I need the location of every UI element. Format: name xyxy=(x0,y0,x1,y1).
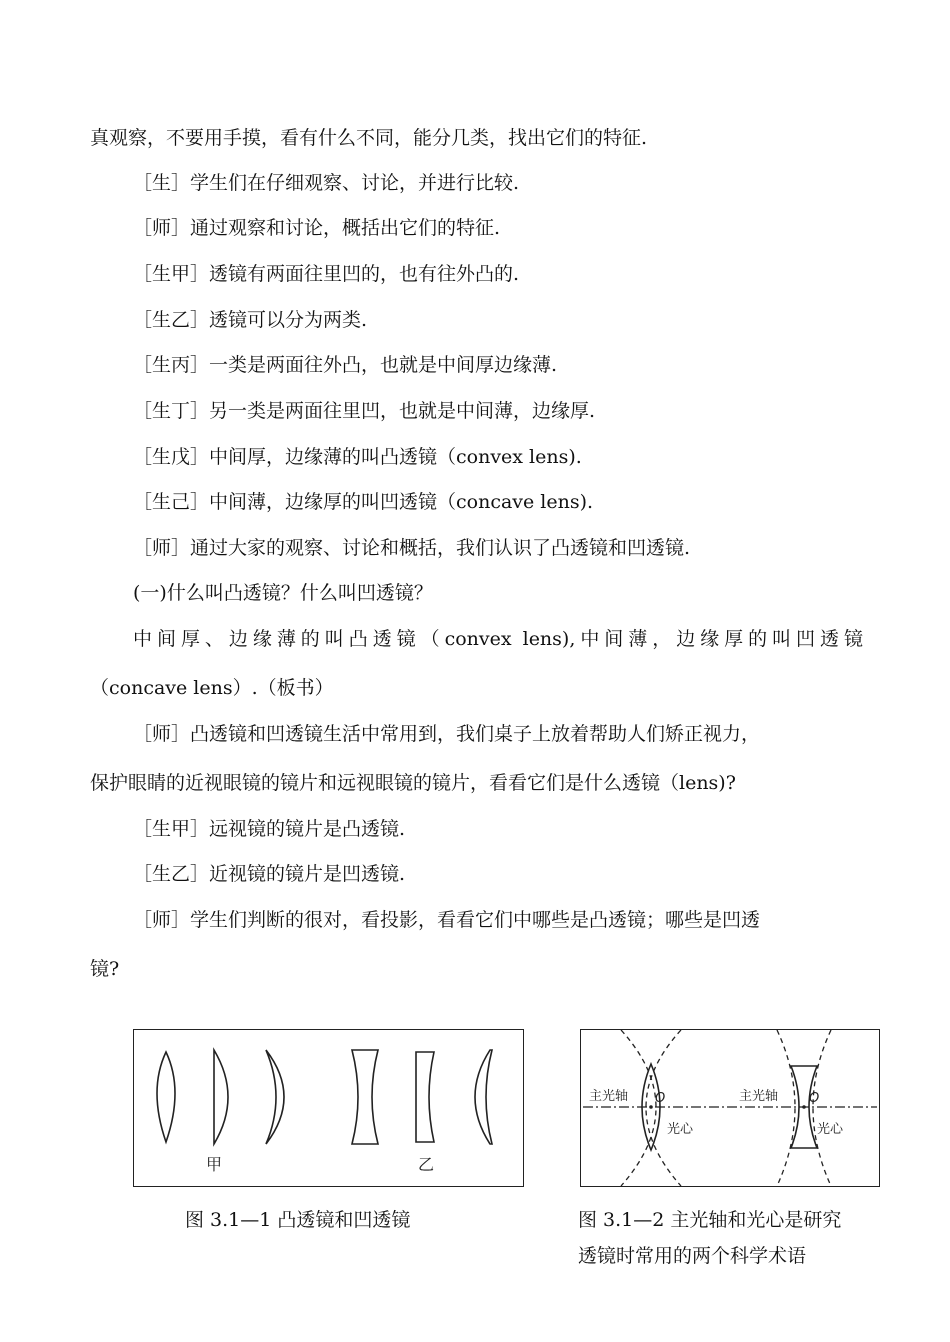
axis-label-right: 主光轴 xyxy=(739,1089,779,1104)
paragraph-line-9: ［生己］中间薄，边缘厚的叫凹透镜（concave lens). xyxy=(133,491,594,513)
axis-label-left: 主光轴 xyxy=(589,1089,629,1104)
paragraph-line-18: ［师］学生们判断的很对，看投影，看看它们中哪些是凸透镜；哪些是凹透 xyxy=(133,909,761,931)
paragraph-line-14: ［师］凸透镜和凹透镜生活中常用到，我们桌子上放着帮助人们矫正视力， xyxy=(133,723,761,745)
plano-concave-lens-shape xyxy=(416,1052,434,1142)
paragraph-line-5: ［生乙］透镜可以分为两类. xyxy=(133,309,368,331)
figure-lens-types xyxy=(133,1029,524,1187)
optical-center-label-right: 光心 xyxy=(817,1122,844,1137)
right-optical-center-dot xyxy=(802,1105,806,1109)
paragraph-line-6: ［生丙］一类是两面往外凸，也就是中间厚边缘薄. xyxy=(133,354,558,376)
figure-principal-axis xyxy=(580,1029,880,1187)
convex-meniscus-lens-shape xyxy=(266,1050,284,1144)
paragraph-line-15: 保护眼睛的近视眼镜的镜片和远视眼镜的镜片，看看它们是什么透镜（lens)? xyxy=(90,772,736,794)
plano-convex-lens-shape xyxy=(214,1050,228,1144)
figure-lens-types-caption: 图 3.1—1 凸透镜和凹透镜 xyxy=(185,1209,411,1231)
paragraph-line-16: ［生甲］远视镜的镜片是凸透镜. xyxy=(133,818,406,840)
figure-principal-axis-caption-line-1: 图 3.1—2 主光轴和光心是研究 xyxy=(578,1209,842,1231)
paragraph-line-10: ［师］通过大家的观察、讨论和概括，我们认识了凸透镜和凹透镜. xyxy=(133,537,691,559)
paragraph-line-2: ［生］学生们在仔细观察、讨论，并进行比较. xyxy=(133,172,520,194)
figure-principal-axis-caption-line-2: 透镜时常用的两个科学术语 xyxy=(578,1245,807,1267)
principal-axis-drawing xyxy=(581,1030,879,1186)
paragraph-line-13: （concave lens）.（板书） xyxy=(90,677,334,699)
paragraph-line-17: ［生乙］近视镜的镜片是凹透镜. xyxy=(133,863,406,885)
label-convex-group: 甲 xyxy=(206,1155,223,1174)
biconvex-lens-shape xyxy=(157,1052,175,1142)
left-optical-center-dot xyxy=(649,1105,653,1109)
paragraph-line-12: 中间厚、边缘薄的叫凸透镜（convex lens),中间薄，边缘厚的叫凹透镜 xyxy=(133,628,863,650)
paragraph-line-1: 真观察，不要用手摸，看有什么不同，能分几类，找出它们的特征. xyxy=(90,127,648,149)
lens-types-drawing xyxy=(134,1030,523,1186)
paragraph-line-4: ［生甲］透镜有两面往里凹的，也有往外凸的. xyxy=(133,263,520,285)
label-concave-group: 乙 xyxy=(418,1155,435,1174)
paragraph-line-3: ［师］通过观察和讨论，概括出它们的特征. xyxy=(133,217,501,239)
center-label-left: O xyxy=(655,1091,666,1106)
right-lens-sphere-arc-2 xyxy=(813,1030,831,1186)
right-lens-sphere-arc-1 xyxy=(777,1030,795,1186)
concave-meniscus-lens-shape xyxy=(475,1050,492,1144)
biconcave-lens-shape xyxy=(352,1050,378,1144)
paragraph-line-11: (一)什么叫凸透镜？什么叫凹透镜？ xyxy=(133,582,433,604)
optical-center-label-left: 光心 xyxy=(667,1122,694,1137)
paragraph-line-19: 镜? xyxy=(90,958,120,980)
paragraph-line-7: ［生丁］另一类是两面往里凹，也就是中间薄，边缘厚. xyxy=(133,400,596,422)
paragraph-line-8: ［生戊］中间厚，边缘薄的叫凸透镜（convex lens). xyxy=(133,446,582,468)
center-label-right: O xyxy=(809,1091,820,1106)
